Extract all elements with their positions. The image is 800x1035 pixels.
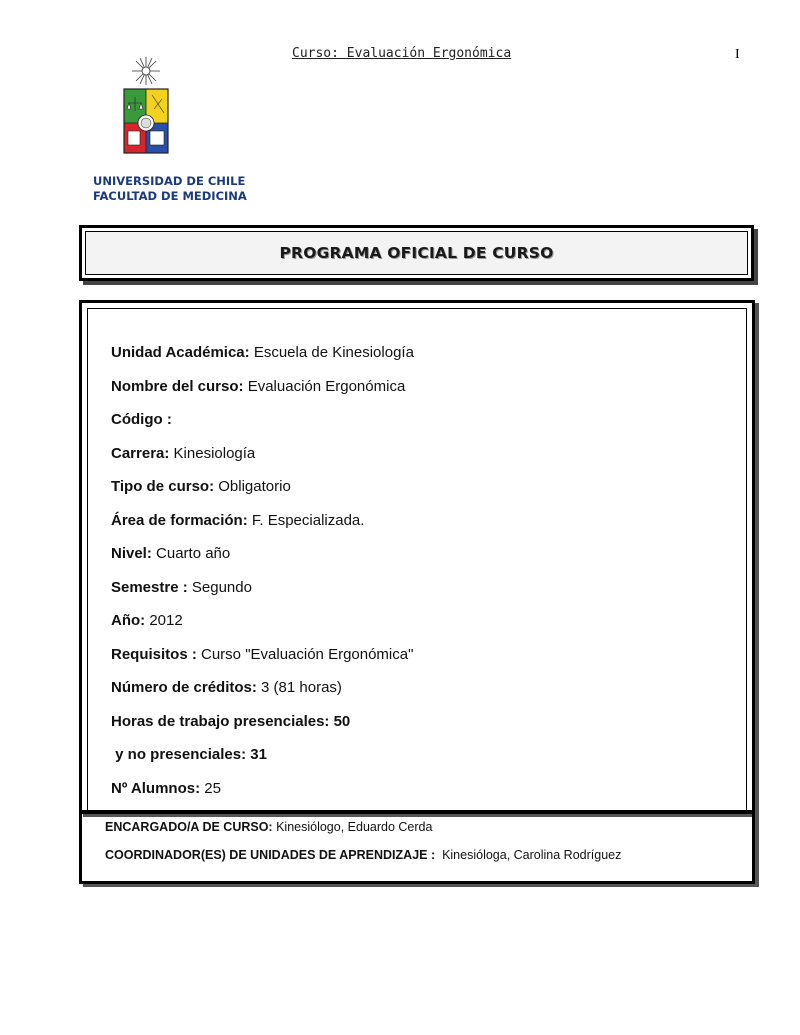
field-label: Requisitos : [111,646,197,663]
coordinador-value: Kinesióloga, Carolina Rodríguez [435,848,622,862]
field-label: Nº Alumnos: [111,780,201,797]
document-title: PROGRAMA OFICIAL DE CURSO [279,244,554,262]
field-value: Escuela de Kinesiología [249,344,414,361]
coordinador-label: COORDINADOR(ES) DE UNIDADES DE APRENDIZAJE : [105,848,436,862]
field-label: Tipo de curso: [111,478,215,495]
field-row [111,478,291,495]
field-row [111,344,414,361]
field-row [111,378,405,395]
field-label: Número de créditos: [111,679,257,696]
field-value: Obligatorio [214,478,291,495]
field-value: Segundo [187,579,252,596]
encargado-label: ENCARGADO/A DE CURSO: [105,820,273,834]
field-label: Año: [111,612,146,629]
running-header-title: Curso: Evaluación Ergonómica [292,46,512,61]
faculty-line: FACULTAD DE MEDICINA [93,189,247,203]
field-row [111,746,267,763]
encargado-row [105,820,432,834]
field-value: F. Especializada. [247,512,365,529]
university-shield-logo [118,55,174,157]
coordinador-row [105,848,621,862]
field-row [111,579,252,596]
field-row [111,612,183,629]
staff-box [79,810,755,884]
page-number: I [735,47,740,62]
field-value: 25 [200,780,221,797]
field-row [111,679,342,696]
university-line: UNIVERSIDAD DE CHILE [93,174,246,188]
field-value: Curso "Evaluación Ergonómica" [196,646,414,663]
field-row [111,512,364,529]
field-label: Nivel: [111,545,152,562]
field-value: 2012 [145,612,183,629]
field-row [111,545,230,562]
document-title-inner [85,231,748,275]
field-row [111,713,350,730]
field-value: 3 (81 horas) [256,679,342,696]
field-label: Área de formación: [111,512,248,529]
field-label: Horas de trabajo presenciales: 50 [111,713,351,730]
course-info-box [79,300,755,814]
field-value: Cuarto año [151,545,231,562]
field-label: Semestre : [111,579,188,596]
document-title-box [79,225,754,281]
university-name [93,174,247,204]
field-row [111,445,255,462]
encargado-value: Kinesiólogo, Eduardo Cerda [272,820,433,834]
field-label: Código : [111,411,172,428]
field-value: Kinesiología [169,445,256,462]
field-label: y no presenciales: 31 [111,746,267,763]
field-label: Nombre del curso: [111,378,244,395]
field-label: Unidad Académica: [111,344,250,361]
course-info-inner [87,308,747,811]
field-value: Evaluación Ergonómica [243,378,406,395]
field-row [111,646,413,663]
field-row [111,411,172,428]
field-row [111,780,221,797]
field-label: Carrera: [111,445,170,462]
